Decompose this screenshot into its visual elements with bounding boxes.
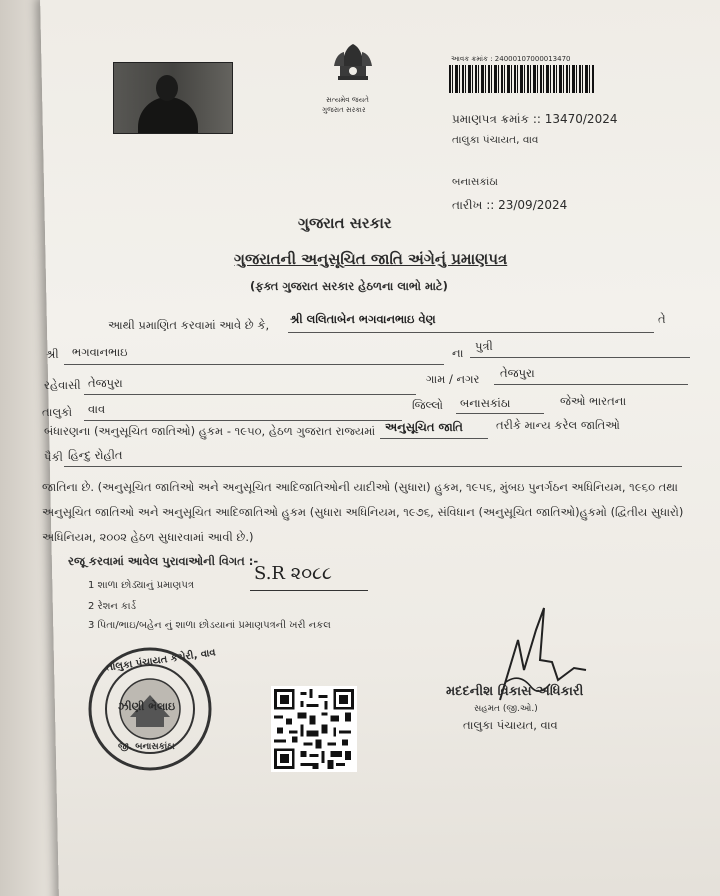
applicant-name: શ્રી લલિતાબેન ભગવાનભાઇ વેણ: [290, 312, 436, 326]
certificate-number: પ્રમાણપત્ર ક્રમાંક :: 13470/2024: [452, 112, 618, 126]
legal-paragraph-line-2: અનુસૂચિત જાતિઓ અને અનુસૂચિત આદિજાતિઓ હુકમ (સુધારા અધિનિયમ, ૧૯૭૬, સંવિધાન (અનુસૂચિત જાતિઓ)હુકમો (દ્વિતીય સુધારો): [42, 505, 684, 519]
handwritten-note: S.R ૨૦૮૮: [254, 563, 332, 584]
village-label: ગામ / નગર: [426, 372, 480, 386]
caste-prefix: પૈકી: [44, 450, 63, 464]
caste-value: હિન્દુ રોહીત: [68, 448, 123, 462]
signatory-title: મદદનીશ વિકાસ અધિકારી: [446, 684, 584, 699]
seal-middle-text: ઝીણી ભેલાઇ: [118, 700, 176, 713]
handwritten-underline: [250, 590, 368, 591]
resident-value: તેજપુરા: [88, 376, 123, 390]
qr-code: [271, 686, 357, 772]
emblem-caption-2: ગુજરાત સરકાર: [322, 106, 366, 114]
certify-intro: આથી પ્રમાણિત કરવામાં આવે છે કે,: [108, 318, 270, 332]
na-text: ના: [452, 346, 464, 360]
india-text: જેઓ ભારતના: [560, 394, 627, 408]
taluka-label: તાલુકો: [42, 405, 73, 419]
government-heading: ગુજરાત સરકાર: [298, 214, 392, 232]
legal-paragraph-line-1: જાતિના છે. (અનુસૂચિત જાતિઓ અને અનુસૂચિત આદિજાતિઓની યાદીઓ (સુધારા) હુકમ, ૧૯૫૬, મુંબઇ પુનર્ગઠન અધિનિયમ, ૧૯૬૦ તથા: [42, 480, 678, 494]
evidence-item-3: 3 પિતા/ભાઇ/બહેન નું શાળા છોડયાનાં પ્રમાણપત્રની ખરી નકલ: [88, 620, 331, 631]
issuing-district: બનાસકાંઠા: [452, 176, 499, 188]
caste-underline: [64, 466, 682, 467]
category-value: અનુસૂચિત જાતિ: [385, 420, 463, 434]
father-name: ભગવાનભાઇ: [72, 345, 128, 359]
village-underline: [494, 384, 688, 385]
issuing-office: તાલુકા પંચાયત, વાવ: [452, 134, 539, 146]
shri-prefix: શ્રી: [46, 347, 59, 361]
issue-date: તારીખ :: 23/09/2024: [452, 198, 568, 212]
seal-bottom-text: જી. બનાસકાંઠા: [118, 742, 175, 752]
category-underline: [380, 438, 488, 439]
applicant-photo: [113, 62, 233, 134]
father-underline: [64, 364, 444, 365]
certificate-title: ગુજરાતની અનુસૂચિત જાતિ અંગેનું પ્રમાણપત્ર: [234, 250, 508, 268]
putri-underline: [470, 357, 690, 358]
taluka-value: વાવ: [88, 402, 106, 416]
evidence-heading: રજૂ કરવામાં આવેલ પુરાવાઓની વિગત :-: [68, 554, 259, 568]
village-value: તેજપુરા: [500, 366, 535, 380]
seal-top-text: તાલુકા પંચાયત કચેરી, વાવ: [105, 647, 217, 674]
te-text: તે: [658, 312, 666, 326]
name-underline: [288, 332, 654, 333]
district-label: જિલ્લો: [412, 398, 444, 412]
taluka-underline: [84, 420, 402, 421]
legal-paragraph-line-3: અધિનિયમ, ૨૦૦૨ હેઠળ સુધારવામાં આવી છે.): [42, 530, 254, 544]
recognized-text: તરીકે માન્ય કરેલ જાતિઓ: [496, 418, 620, 432]
signatory-office: તાલુકા પંચાયત, વાવ: [463, 718, 558, 732]
signatory-sub: સહમત (જી.ઓ.): [474, 704, 538, 714]
putri-text: પુત્રી: [475, 339, 493, 353]
district-value: બનાસકાંઠા: [460, 396, 511, 410]
barcode: [449, 65, 595, 93]
evidence-item-1: 1 શાળા છોડ્યાનું પ્રમાણપત્ર: [88, 580, 194, 591]
certificate-subtitle: (ફક્ત ગુજરાત સરકાર હેઠળના લાભો માટે): [250, 279, 448, 293]
emblem-caption-1: સત્યમેવ જયતે: [326, 96, 369, 104]
state-emblem-icon: [322, 36, 384, 102]
barcode-label: આવક ક્રમાંક : 24000107000013470: [451, 55, 571, 63]
resident-underline: [84, 394, 416, 395]
resident-label: રહેવાસી: [44, 378, 81, 392]
order-text: બંધારણના (અનુસૂચિત જાતિઓ) હુકમ - ૧૯૫૦, હેઠળ ગુજરાત રાજ્યમાં: [44, 424, 376, 438]
district-underline: [456, 413, 544, 414]
handwritten-signature: [440, 600, 600, 720]
evidence-item-2: 2 રેશન કાર્ડ: [88, 601, 137, 612]
